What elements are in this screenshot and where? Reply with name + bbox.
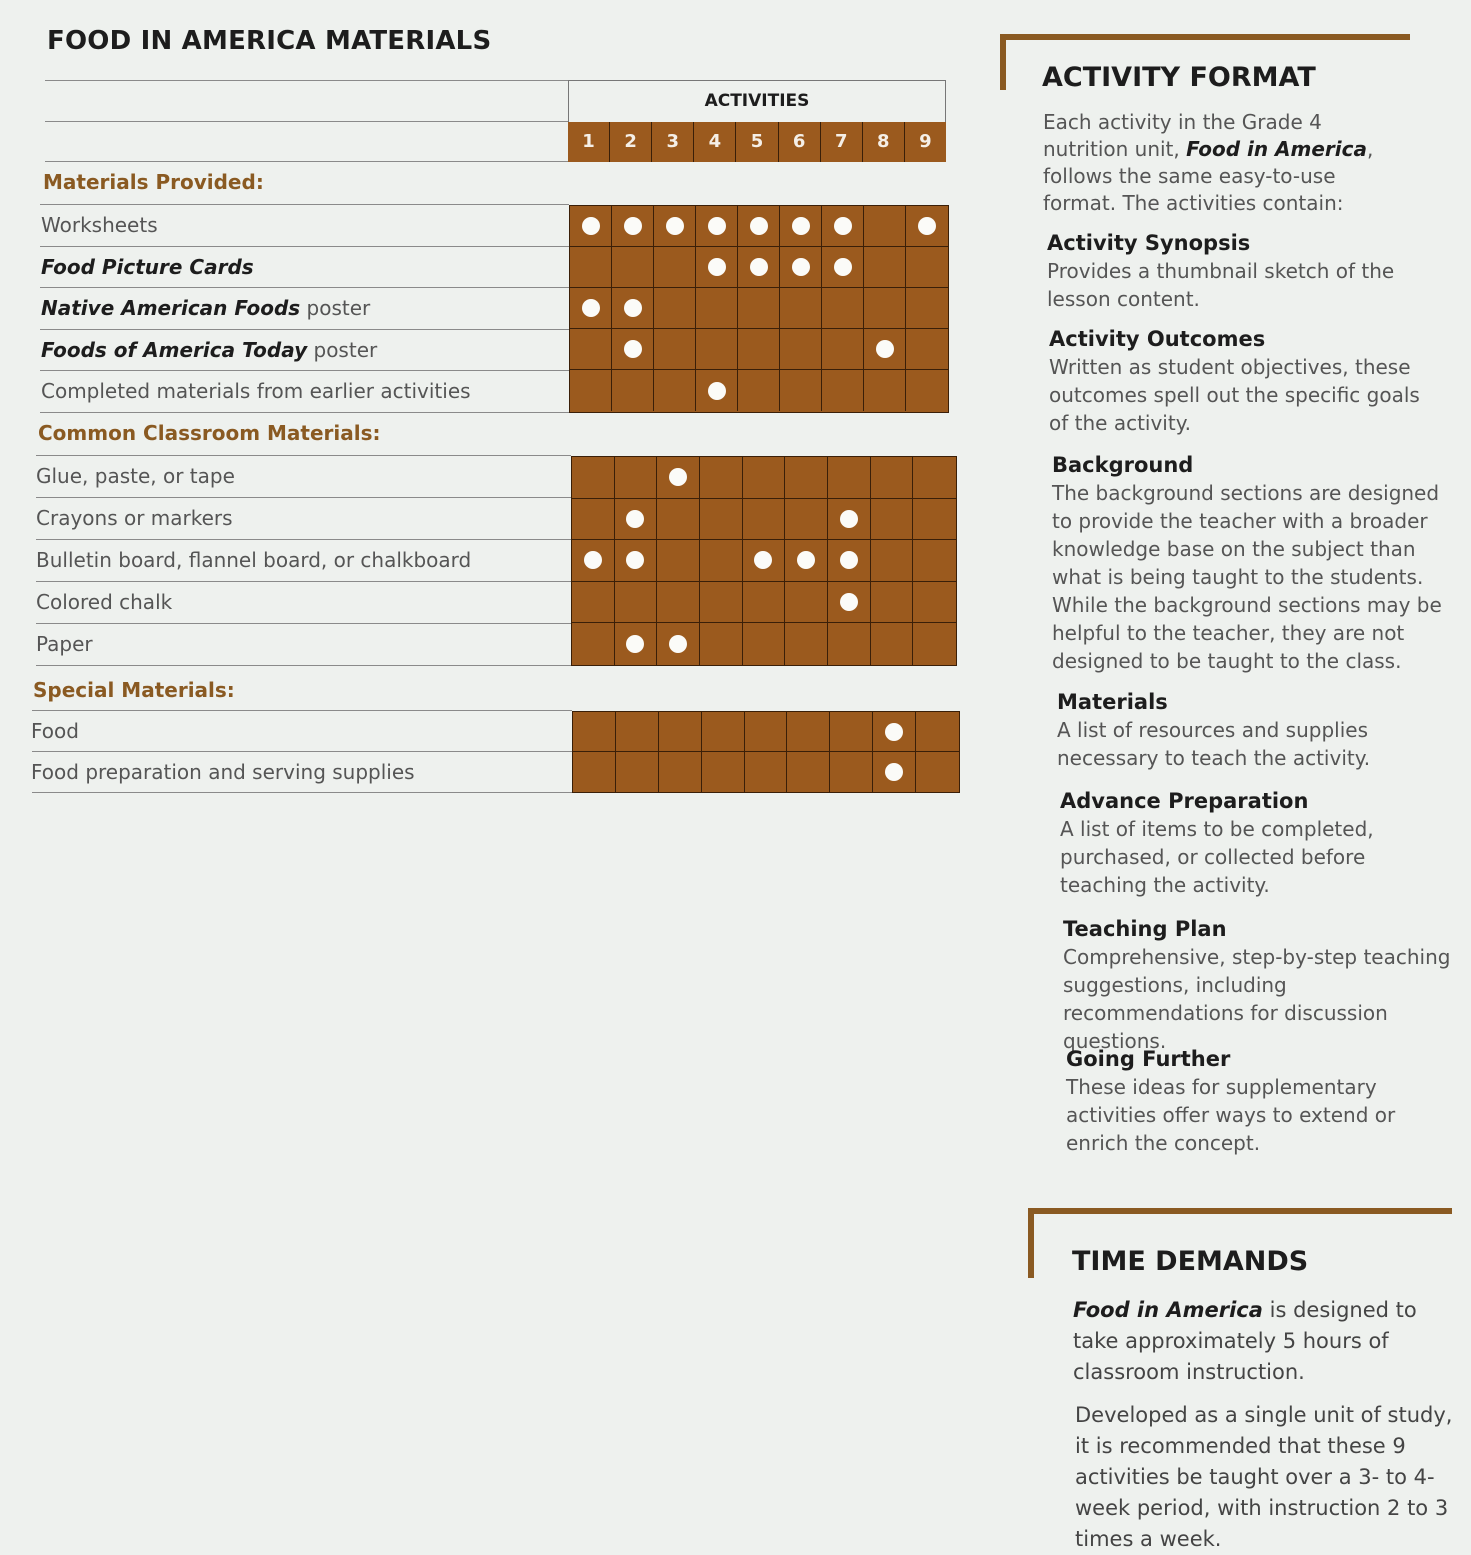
grid-cell — [570, 288, 612, 329]
grid-cell — [830, 752, 873, 792]
grid-cell — [913, 540, 956, 582]
activity-dot — [626, 510, 644, 528]
time-demands-title: TIME DEMANDS — [1072, 1246, 1309, 1277]
activity-dot — [754, 551, 772, 569]
activity-dot — [624, 340, 642, 358]
grid-cell — [787, 712, 830, 752]
activity-dot — [750, 258, 768, 276]
grid-cell — [572, 582, 615, 624]
grid-cell — [864, 329, 906, 370]
activity-dot — [797, 551, 815, 569]
activity-dot — [669, 468, 687, 486]
activity-dot — [792, 258, 810, 276]
grid-cell — [871, 582, 914, 624]
grid-cell — [654, 247, 696, 288]
time-demands-paragraph-1: Food in America is designed to take approximately 5 hours of classroom instruction. — [1073, 1298, 1417, 1384]
grid-cell — [612, 288, 654, 329]
section-grid — [569, 205, 949, 413]
row-rule — [32, 710, 572, 711]
grid-cell — [785, 623, 828, 665]
grid-cell — [780, 329, 822, 370]
panel-bar-top — [1028, 1208, 1452, 1214]
activity-dot — [792, 217, 810, 235]
format-item — [1057, 689, 1447, 772]
grid-cell — [780, 370, 822, 411]
grid-cell — [572, 457, 615, 499]
grid-cell — [913, 582, 956, 624]
grid-cell — [822, 370, 864, 411]
grid-cell — [822, 329, 864, 370]
material-text: Worksheets — [41, 213, 158, 237]
grid-cell — [913, 499, 956, 541]
material-label — [36, 464, 235, 488]
grid-cell — [871, 623, 914, 665]
section-grid — [571, 456, 957, 666]
header-rule-top — [45, 80, 568, 81]
grid-cell — [572, 623, 615, 665]
grid-cell — [830, 712, 873, 752]
grid-cell — [864, 288, 906, 329]
grid-cell — [570, 247, 612, 288]
grid-cell — [822, 206, 864, 247]
header-rule-bottom — [45, 161, 568, 162]
material-text: Completed materials from earlier activities — [41, 379, 471, 403]
grid-cell — [738, 370, 780, 411]
grid-cell — [700, 457, 743, 499]
grid-cell — [612, 370, 654, 411]
activity-number-9: 9 — [904, 122, 946, 162]
material-label — [31, 760, 415, 784]
row-rule — [36, 455, 571, 456]
grid-cell — [787, 752, 830, 792]
row-rule — [32, 792, 572, 793]
activity-dot — [876, 340, 894, 358]
grid-cell — [828, 540, 871, 582]
grid-cell — [828, 457, 871, 499]
grid-cell — [696, 206, 738, 247]
grid-cell — [828, 623, 871, 665]
format-item — [1060, 788, 1440, 899]
grid-cell — [654, 370, 696, 411]
grid-cell — [702, 752, 745, 792]
grid-cell — [659, 752, 702, 792]
grid-cell — [780, 247, 822, 288]
activity-number-row — [568, 122, 946, 162]
grid-cell — [780, 288, 822, 329]
grid-cell — [780, 206, 822, 247]
row-rule — [36, 497, 571, 498]
grid-cell — [871, 499, 914, 541]
activity-dot — [626, 635, 644, 653]
grid-cell — [916, 752, 959, 792]
grid-cell — [743, 499, 786, 541]
format-item-heading: Going Further — [1066, 1047, 1231, 1071]
grid-cell — [743, 623, 786, 665]
format-item — [1052, 452, 1442, 675]
panel-bar-top — [1000, 34, 1410, 40]
section-grid — [572, 711, 960, 793]
grid-cell — [654, 329, 696, 370]
grid-cell — [822, 288, 864, 329]
material-text: poster — [307, 337, 378, 362]
grid-cell — [822, 247, 864, 288]
section-label: Common Classroom Materials: — [38, 421, 381, 445]
format-item-heading: Activity Outcomes — [1049, 327, 1266, 351]
grid-cell — [745, 752, 788, 792]
grid-cell — [743, 540, 786, 582]
format-item-text: Written as student objectives, these outcomes spell out the specific goals of the activity. — [1049, 355, 1420, 435]
format-item-heading: Background — [1052, 453, 1194, 477]
grid-cell — [906, 370, 948, 411]
material-text: Colored chalk — [36, 590, 173, 614]
material-title: Food Picture Cards — [41, 254, 254, 279]
activity-dot — [834, 217, 852, 235]
activity-dot — [840, 551, 858, 569]
activity-number-5: 5 — [735, 122, 777, 162]
activity-dot — [708, 217, 726, 235]
grid-cell — [573, 712, 616, 752]
activity-dot — [624, 299, 642, 317]
grid-cell — [745, 712, 788, 752]
row-rule — [36, 539, 571, 540]
format-item-text: The background sections are designed to provide the teacher with a broader knowledge base on the subject than what is being taught to the students. While the background sections may be helpful to the teacher, they are not designed to be taught to the class. — [1052, 481, 1442, 673]
activity-dot — [666, 217, 684, 235]
activity-format-intro: Each activity in the Grade 4 nutrition unit, Food in America, follows the same easy-to-use format. The activities contain: — [1043, 110, 1374, 215]
panel-bar-side — [1000, 34, 1006, 90]
material-label — [41, 296, 370, 320]
activity-format-title: ACTIVITY FORMAT — [1042, 62, 1316, 93]
activity-dot — [885, 763, 903, 781]
grid-cell — [570, 370, 612, 411]
row-rule — [36, 623, 571, 624]
activity-number-7: 7 — [820, 122, 862, 162]
activity-number-4: 4 — [693, 122, 735, 162]
grid-cell — [615, 623, 658, 665]
activity-dot — [626, 551, 644, 569]
activity-dot — [840, 593, 858, 611]
activity-dot — [584, 551, 602, 569]
grid-cell — [572, 540, 615, 582]
grid-cell — [906, 329, 948, 370]
grid-cell — [657, 623, 700, 665]
grid-cell — [864, 370, 906, 411]
row-rule — [40, 412, 569, 413]
grid-cell — [659, 712, 702, 752]
row-rule — [40, 246, 569, 247]
material-text: poster — [300, 296, 371, 320]
grid-cell — [612, 206, 654, 247]
grid-cell — [916, 712, 959, 752]
format-item-heading: Materials — [1057, 690, 1168, 714]
format-item — [1063, 916, 1455, 1055]
activities-header: ACTIVITIES — [568, 80, 946, 122]
row-rule — [40, 204, 569, 205]
grid-cell — [913, 623, 956, 665]
material-text: Food — [31, 719, 79, 743]
activity-dot — [885, 723, 903, 741]
material-label — [41, 338, 377, 362]
activity-number-6: 6 — [778, 122, 820, 162]
format-item-heading: Teaching Plan — [1063, 917, 1227, 941]
grid-cell — [785, 499, 828, 541]
grid-cell — [570, 206, 612, 247]
material-label — [41, 255, 254, 279]
grid-cell — [738, 247, 780, 288]
activity-dot — [750, 217, 768, 235]
row-rule — [40, 370, 569, 371]
grid-cell — [657, 499, 700, 541]
grid-cell — [785, 540, 828, 582]
grid-cell — [828, 499, 871, 541]
material-text: Food preparation and serving supplies — [31, 760, 415, 784]
grid-cell — [696, 288, 738, 329]
material-text: Glue, paste, or tape — [36, 464, 235, 488]
material-label — [36, 506, 233, 530]
material-text: Bulletin board, flannel board, or chalkboard — [36, 548, 472, 572]
grid-cell — [871, 540, 914, 582]
grid-cell — [654, 206, 696, 247]
grid-cell — [654, 288, 696, 329]
material-title: Native American Foods — [41, 296, 301, 320]
format-item-text: These ideas for supplementary activities offer ways to extend or enrich the concept. — [1066, 1075, 1396, 1155]
grid-cell — [612, 329, 654, 370]
grid-cell — [913, 457, 956, 499]
page-title: FOOD IN AMERICA MATERIALS — [47, 26, 492, 56]
grid-cell — [570, 329, 612, 370]
row-rule — [36, 665, 571, 666]
grid-cell — [657, 582, 700, 624]
material-text: Paper — [36, 632, 93, 656]
section-label: Materials Provided: — [43, 170, 264, 194]
activity-number-2: 2 — [609, 122, 651, 162]
time-demands-paragraph-2: Developed as a single unit of study, it is recommended that these 9 activities be taught over a 3- to 4-week period, with instruction 2 to 3 times a week. — [1075, 1403, 1453, 1551]
activity-dot — [582, 217, 600, 235]
header-rule-middle — [45, 121, 568, 122]
grid-cell — [616, 712, 659, 752]
activity-dot — [840, 510, 858, 528]
grid-cell — [906, 206, 948, 247]
format-item-text: Provides a thumbnail sketch of the lesson content. — [1047, 259, 1395, 311]
format-item-text: Comprehensive, step-by-step teaching suggestions, including recommendations for discussion questions. — [1063, 945, 1451, 1053]
section-label: Special Materials: — [33, 678, 235, 702]
grid-cell — [828, 582, 871, 624]
grid-cell — [657, 457, 700, 499]
grid-cell — [615, 540, 658, 582]
activity-number-3: 3 — [651, 122, 693, 162]
grid-cell — [700, 582, 743, 624]
row-rule — [40, 329, 569, 330]
grid-cell — [906, 288, 948, 329]
material-label — [41, 213, 158, 237]
grid-cell — [700, 540, 743, 582]
format-item — [1047, 230, 1407, 313]
activity-dot — [708, 258, 726, 276]
grid-cell — [572, 499, 615, 541]
grid-cell — [873, 752, 916, 792]
row-rule — [36, 581, 571, 582]
grid-cell — [696, 247, 738, 288]
format-item-heading: Advance Preparation — [1060, 789, 1309, 813]
grid-cell — [738, 329, 780, 370]
activity-dot — [918, 217, 936, 235]
format-item — [1066, 1046, 1446, 1157]
grid-cell — [738, 288, 780, 329]
format-item-text: A list of resources and supplies necessary to teach the activity. — [1057, 718, 1371, 770]
material-text: Crayons or markers — [36, 506, 233, 530]
grid-cell — [615, 457, 658, 499]
activity-number-1: 1 — [582, 131, 595, 152]
format-item-heading: Activity Synopsis — [1047, 231, 1251, 255]
material-label — [36, 590, 172, 614]
grid-cell — [873, 712, 916, 752]
material-label — [41, 379, 471, 403]
row-rule — [40, 287, 569, 288]
activity-number-8: 8 — [862, 122, 904, 162]
grid-cell — [864, 206, 906, 247]
grid-cell — [785, 582, 828, 624]
grid-cell — [700, 499, 743, 541]
activity-dot — [669, 635, 687, 653]
material-label — [31, 719, 79, 743]
grid-cell — [696, 370, 738, 411]
grid-cell — [612, 247, 654, 288]
grid-cell — [743, 582, 786, 624]
grid-cell — [738, 206, 780, 247]
grid-cell — [864, 247, 906, 288]
grid-cell — [871, 457, 914, 499]
activity-dot — [624, 217, 642, 235]
grid-cell — [700, 623, 743, 665]
panel-bar-side — [1028, 1208, 1034, 1278]
grid-cell — [615, 499, 658, 541]
grid-cell — [615, 582, 658, 624]
material-label — [36, 548, 471, 572]
format-item-text: A list of items to be completed, purchased, or collected before teaching the activity. — [1060, 817, 1374, 897]
grid-cell — [616, 752, 659, 792]
activity-dot — [708, 382, 726, 400]
row-rule — [32, 751, 572, 752]
format-item — [1049, 326, 1429, 437]
grid-cell — [702, 712, 745, 752]
grid-cell — [743, 457, 786, 499]
grid-cell — [573, 752, 616, 792]
grid-cell — [657, 540, 700, 582]
material-title: Foods of America Today — [41, 337, 308, 362]
material-label — [36, 632, 93, 656]
grid-cell — [696, 329, 738, 370]
grid-cell — [906, 247, 948, 288]
grid-cell — [785, 457, 828, 499]
activity-dot — [834, 258, 852, 276]
activity-dot — [582, 299, 600, 317]
